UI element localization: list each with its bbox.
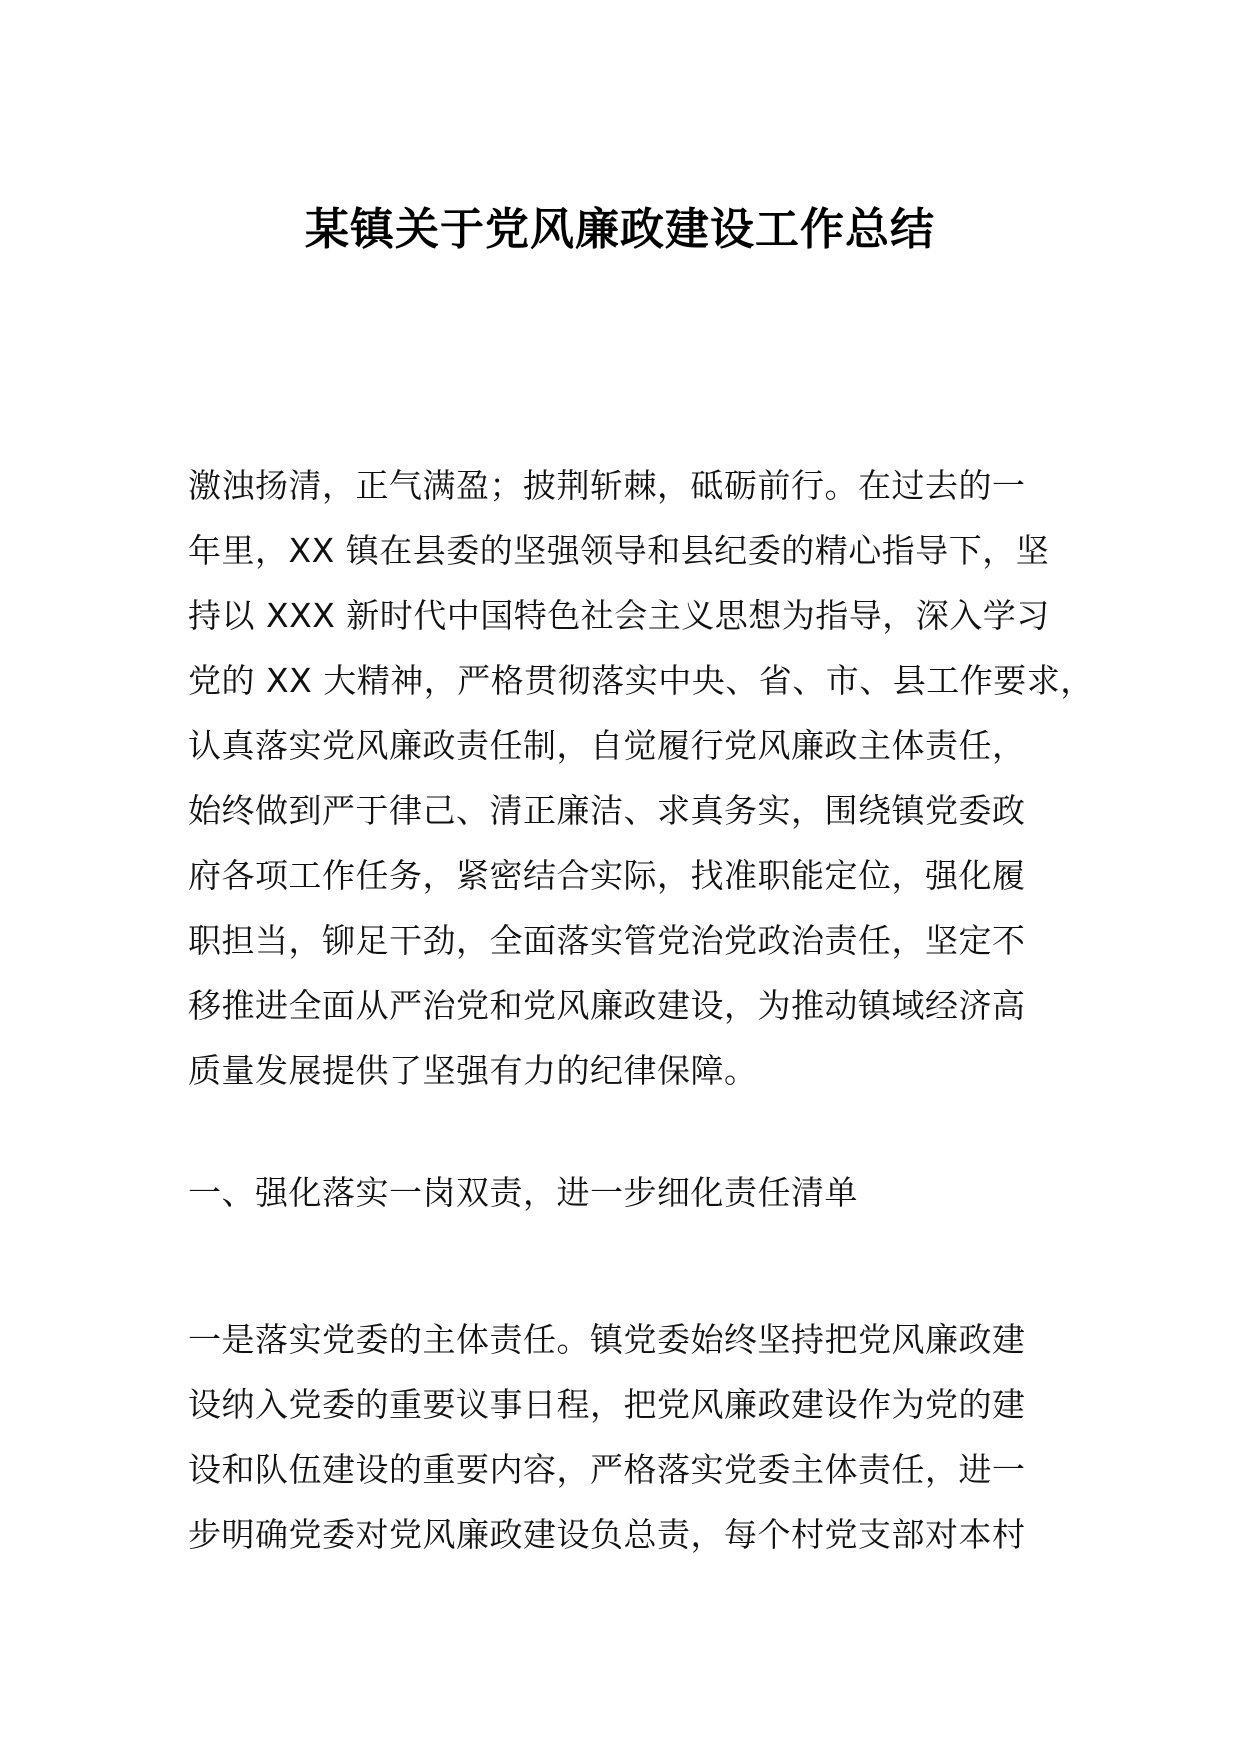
paragraph-line: 认真落实党风廉政责任制，自觉履行党风廉政主体责任， — [188, 726, 1026, 765]
section-paragraph — [188, 1307, 1088, 1567]
section-heading — [188, 1160, 1088, 1225]
paragraph-line: 府各项工作任务，紧密结合实际，找准职能定位，强化履 — [188, 856, 1026, 895]
section-heading-text: 一、强化落实一岗双责，进一步细化责任清单 — [188, 1173, 858, 1212]
paragraph-line: 职担当，铆足干劲，全面落实管党治党政治责任，坚定不 — [188, 921, 1026, 960]
paragraph-line: 设和队伍建设的重要内容，严格落实党委主体责任，进一 — [188, 1450, 1026, 1489]
paragraph-line: 激浊扬清，正气满盈；披荆斩棘，砥砺前行。在过去的一 — [188, 466, 1026, 505]
paragraph-line: 始终做到严于律己、清正廉洁、求真务实，围绕镇党委政 — [188, 791, 1026, 830]
paragraph-line: 党的 XX 大精神，严格贯彻落实中央、省、市、县工作要求， — [188, 661, 1094, 700]
paragraph-line: 质量发展提供了坚强有力的纪律保障。 — [188, 1051, 758, 1090]
intro-paragraph — [188, 453, 1094, 1103]
paragraph-line: 一是落实党委的主体责任。镇党委始终坚持把党风廉政建 — [188, 1320, 1026, 1359]
paragraph-line: 年里，XX 镇在县委的坚强领导和县纪委的精心指导下，坚 — [188, 531, 1050, 570]
document-title: 某镇关于党风廉政建设工作总结 — [305, 204, 935, 255]
paragraph-line: 步明确党委对党风廉政建设负总责，每个村党支部对本村 — [188, 1515, 1026, 1554]
paragraph-line: 移推进全面从严治党和党风廉政建设，为推动镇域经济高 — [188, 986, 1026, 1025]
paragraph-line: 设纳入党委的重要议事日程，把党风廉政建设作为党的建 — [188, 1385, 1026, 1424]
paragraph-line: 持以 XXX 新时代中国特色社会主义思想为指导，深入学习 — [188, 596, 1050, 635]
